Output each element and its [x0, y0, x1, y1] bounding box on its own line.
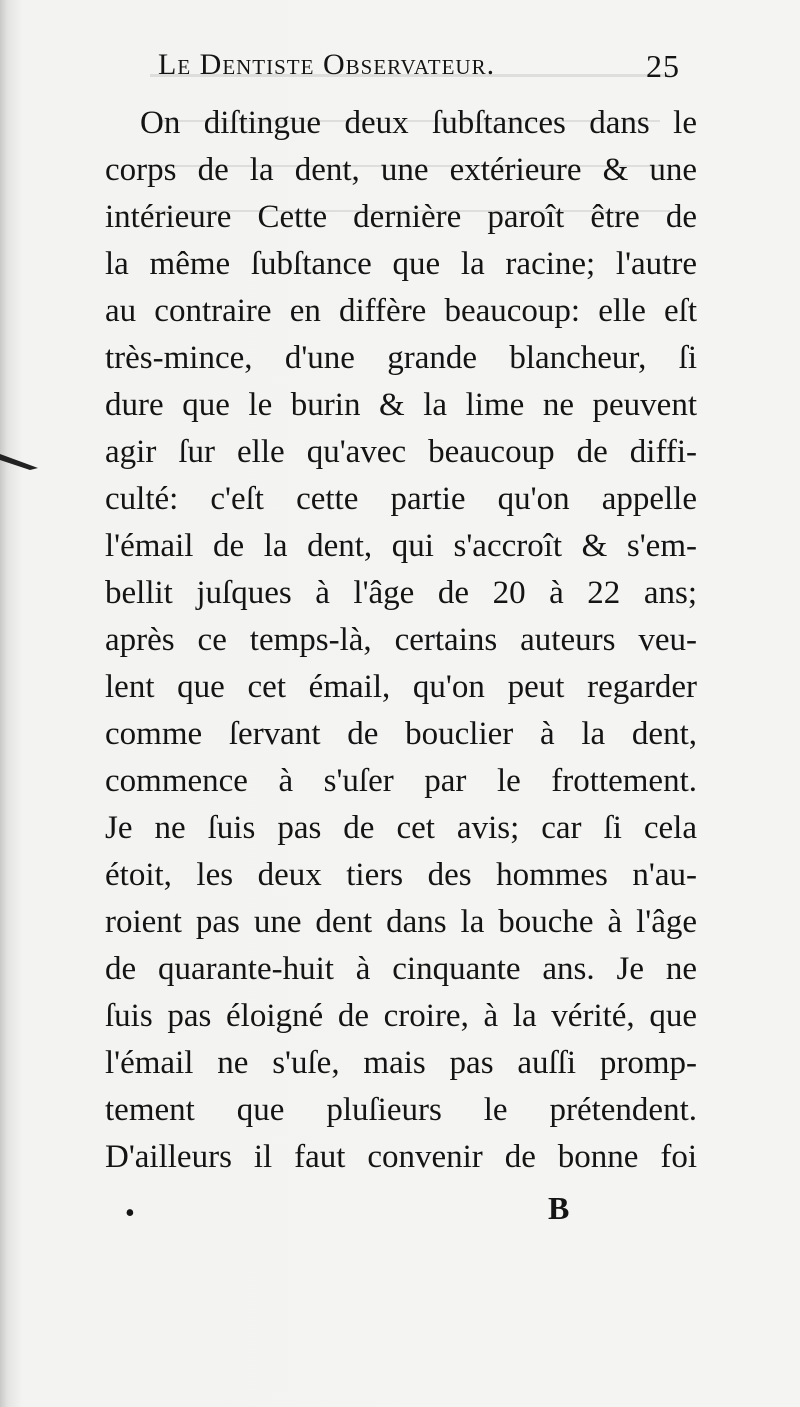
- page-number: 25: [646, 48, 680, 84]
- text-line: très-mince, d'une grande blancheur, ſi: [105, 340, 697, 376]
- text-line: comme ſervant de bouclier à la dent,: [105, 716, 697, 752]
- margin-ink-mark: [0, 448, 40, 472]
- body-text: [105, 100, 697, 1181]
- text-line: agir ſur elle qu'avec beaucoup de diffi-: [105, 434, 697, 470]
- text-line: corps de la dent, une extérieure & une: [105, 152, 697, 188]
- text-line: dure que le burin & la lime ne peuvent: [105, 387, 697, 423]
- text-line: tement que pluſieurs le prétendent.: [105, 1092, 697, 1128]
- text-line: lent que cet émail, qu'on peut regarder: [105, 669, 697, 705]
- text-line: la même ſubſtance que la racine; l'autre: [105, 246, 697, 282]
- text-line: roient pas une dent dans la bouche à l'âge: [105, 904, 697, 940]
- text-line: commence à s'uſer par le frottement.: [105, 763, 697, 799]
- text-line: culté: c'eſt cette partie qu'on appelle: [105, 481, 697, 517]
- text-line: étoit, les deux tiers des hommes n'au-: [105, 857, 697, 893]
- text-line: l'émail de la dent, qui s'accroît & s'em-: [105, 528, 697, 564]
- text-line: ſuis pas éloigné de croire, à la vérité, que: [105, 998, 697, 1034]
- text-line: D'ailleurs il faut convenir de bonne foi: [105, 1139, 697, 1175]
- running-head: [158, 48, 698, 92]
- text-line: On diſtingue deux ſubſtances dans le: [140, 105, 697, 141]
- text-line: intérieure Cette dernière paroît être de: [105, 199, 697, 235]
- signature-mark: B: [548, 1190, 570, 1226]
- text-line: après ce temps-là, certains auteurs veu-: [105, 622, 697, 658]
- text-line: de quarante-huit à cinquante ans. Je ne: [105, 951, 697, 987]
- text-line: bellit juſques à l'âge de 20 à 22 ans;: [105, 575, 697, 611]
- text-line: l'émail ne s'uſe, mais pas auſſi promp-: [105, 1045, 697, 1081]
- running-head-title: Le Dentiste Observateur.: [158, 48, 496, 81]
- text-line: Je ne ſuis pas de cet avis; car ſi cela: [105, 810, 697, 846]
- text-line: au contraire en diffère beaucoup: elle eſt: [105, 293, 697, 329]
- footer-dot: •: [125, 1198, 135, 1229]
